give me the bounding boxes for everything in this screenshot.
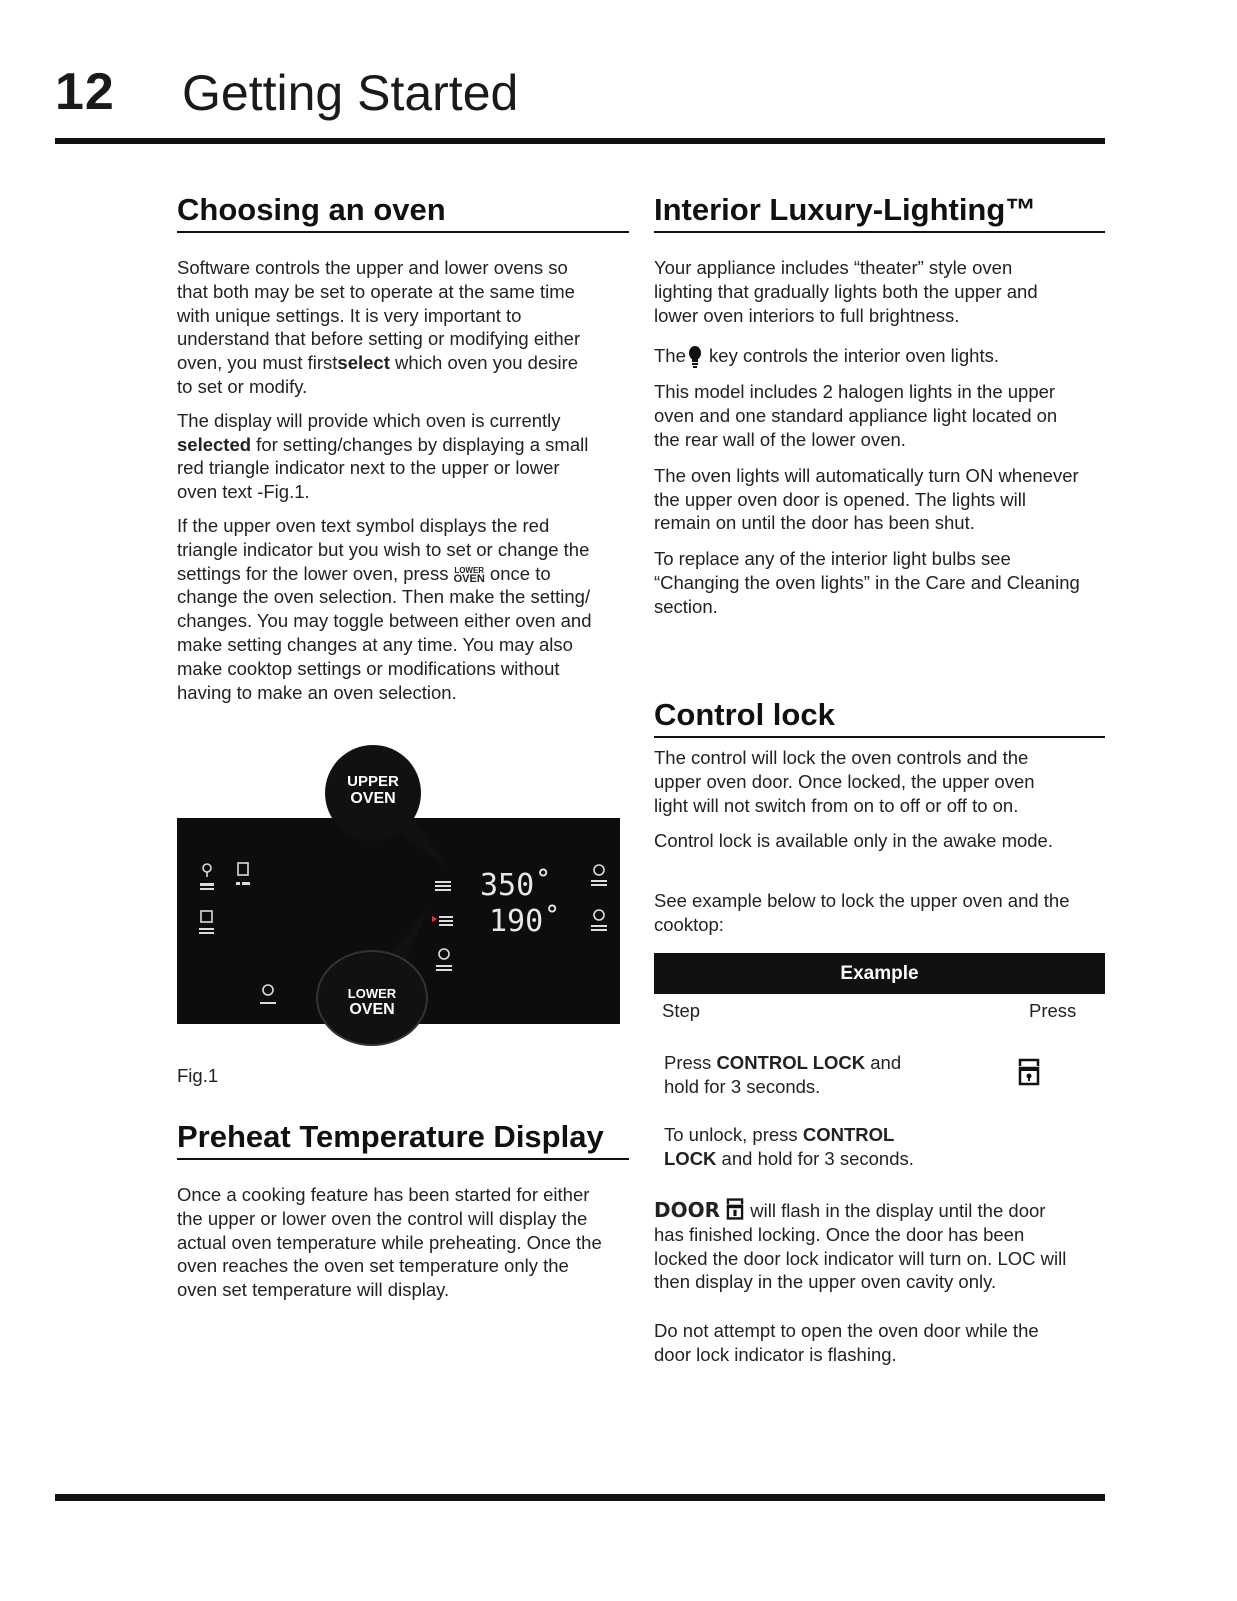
- line: oven reaches the oven set temperature only the: [177, 1255, 569, 1277]
- header-rule: [55, 138, 1105, 144]
- line: changes. You may toggle between either oven and: [177, 610, 592, 632]
- selected-emphasis: selected: [177, 433, 252, 455]
- line: oven, you must first: [177, 352, 338, 374]
- line: The control will lock the oven controls and the: [654, 747, 1029, 768]
- page-title: Getting Started: [182, 65, 519, 121]
- line: settings for the lower oven, press: [177, 562, 454, 584]
- preheat-section: [177, 1119, 629, 1160]
- control-lock-paragraph-4: [654, 1198, 1124, 1294]
- line: Your appliance includes “theater” style oven: [654, 257, 1013, 278]
- example-step-1: [664, 1051, 964, 1099]
- line: remain on until the door has been shut.: [654, 512, 975, 534]
- timer-icons: [587, 863, 617, 943]
- lighting-paragraph-1: [654, 256, 1124, 327]
- line: The oven lights will automatically turn ON whenever: [654, 464, 1079, 486]
- control-lock-paragraph-1: [654, 746, 1124, 817]
- control-lock-section: [654, 697, 1105, 738]
- control-lock-emphasis: CONTROL LOCK: [716, 1052, 866, 1073]
- line: to set or modify.: [177, 375, 308, 397]
- line: the upper oven door is opened. The lights will: [654, 488, 1026, 510]
- control-emphasis: CONTROL: [802, 1124, 895, 1145]
- lower-label-line1: LOWER: [347, 986, 397, 1001]
- light-bulb-icon: [688, 346, 702, 368]
- line: red triangle indicator next to the upper or lower: [177, 457, 560, 479]
- upper-oven-temperature: 350˚: [480, 868, 553, 903]
- lighting-body: [654, 256, 1124, 619]
- choosing-heading-rule: [177, 231, 629, 233]
- line: has finished locking. Once the door has been: [654, 1223, 1025, 1245]
- line: upper oven door. Once locked, the upper oven: [654, 770, 1035, 792]
- lighting-section: [654, 192, 1105, 233]
- line: triangle indicator but you wish to set or change the: [177, 538, 590, 560]
- line: the rear wall of the lower oven.: [654, 428, 906, 450]
- preheat-heading-rule: [177, 1158, 629, 1160]
- control-lock-heading-rule: [654, 736, 1105, 738]
- press-column-header: Press: [1029, 1000, 1077, 1021]
- line: that both may be set to operate at the same time: [177, 280, 575, 302]
- choosing-body: [177, 256, 637, 704]
- lock-emphasis: LOCK: [664, 1147, 717, 1169]
- lighting-paragraph-4: [654, 464, 1124, 535]
- line: make setting changes at any time. You may also: [177, 633, 573, 655]
- line: which oven you desire: [389, 352, 579, 374]
- control-lock-paragraph-5: [654, 1319, 1124, 1367]
- choosing-section: [177, 192, 629, 233]
- preheat-paragraph: [177, 1183, 647, 1302]
- door-lock-indicator-icon: [725, 1198, 745, 1220]
- line: The: [654, 345, 686, 367]
- lighting-paragraph-3: [654, 380, 1124, 451]
- footer-rule: [55, 1494, 1105, 1501]
- lower-label-line2: OVEN: [349, 1001, 395, 1018]
- lower-oven-temperature: 190˚: [489, 904, 562, 939]
- line: light will not switch from on to off or off to on.: [654, 794, 1019, 816]
- line: lighting that gradually lights both the upper and: [654, 280, 1038, 302]
- lighting-paragraph-5: [654, 547, 1124, 618]
- line: oven text -Fig.1.: [177, 481, 310, 503]
- line: If the upper oven text symbol displays the red: [177, 514, 550, 536]
- line: Do not attempt to open the oven door while the: [654, 1320, 1039, 1341]
- figure-caption: Fig.1: [177, 1065, 219, 1086]
- page-number: 12: [55, 63, 115, 121]
- line: cooktop:: [654, 913, 724, 935]
- line: To replace any of the interior light bulbs see: [654, 548, 1011, 570]
- control-lock-heading: Control lock: [654, 697, 835, 732]
- upper-oven-callout: [325, 745, 421, 841]
- line: change the oven selection. Then make the setting/: [177, 586, 591, 608]
- line: will flash in the display until the door: [745, 1200, 1046, 1221]
- line: once to: [484, 562, 551, 584]
- lighting-heading-rule: [654, 231, 1105, 233]
- door-indicator-word: DOOR: [654, 1198, 721, 1222]
- line: door lock indicator is flashing.: [654, 1343, 897, 1365]
- line: Once a cooking feature has been started for either: [177, 1184, 590, 1205]
- line: the upper or lower oven the control will display the: [177, 1207, 588, 1229]
- lighting-paragraph-2: [654, 344, 1124, 368]
- line: actual oven temperature while preheating. Once the: [177, 1231, 602, 1253]
- preheat-heading: Preheat Temperature Display: [177, 1119, 604, 1154]
- line: for setting/changes by displaying a small: [251, 433, 589, 455]
- line: with unique settings. It is very important to: [177, 304, 522, 326]
- select-emphasis: select: [337, 352, 390, 374]
- upper-label-line1: UPPER: [347, 773, 399, 790]
- line: See example below to lock the upper oven and the: [654, 890, 1070, 912]
- line: oven and one standard appliance light located on: [654, 405, 1058, 427]
- line: Press: [664, 1052, 717, 1073]
- line: key controls the interior oven lights.: [703, 345, 1000, 367]
- line: and: [865, 1052, 902, 1073]
- control-lock-key-icon: [1018, 1058, 1040, 1086]
- control-lock-paragraph-2: Control lock is available only in the awake mode.: [654, 830, 1053, 852]
- line: section.: [654, 595, 718, 617]
- upper-label-line2: OVEN: [350, 790, 396, 807]
- line: locked the door lock indicator will turn on. LOC will: [654, 1247, 1067, 1269]
- line: and hold for 3 seconds.: [716, 1147, 914, 1169]
- line: understand that before setting or modifying either: [177, 328, 581, 350]
- line: oven set temperature will display.: [177, 1279, 450, 1301]
- lower-oven-callout: [316, 950, 428, 1046]
- control-lock-body: [654, 746, 1124, 937]
- example-header-bar: Example: [654, 953, 1105, 994]
- line: “Changing the oven lights” in the Care and Cleaning: [654, 571, 1080, 593]
- line: make cooktop settings or modifications without: [177, 657, 560, 679]
- step-column-header: Step: [662, 1000, 701, 1021]
- line: Software controls the upper and lower ovens so: [177, 257, 568, 278]
- choosing-paragraph-2: [177, 409, 637, 504]
- choosing-paragraph-3: [177, 514, 637, 704]
- line: having to make an oven selection.: [177, 681, 457, 703]
- choosing-paragraph-1: [177, 256, 637, 399]
- panel-left-icons: [195, 858, 295, 1008]
- example-step-2: [664, 1123, 964, 1171]
- line: To unlock, press: [664, 1124, 803, 1145]
- control-lock-paragraph-3: [654, 889, 1124, 937]
- choosing-heading: Choosing an oven: [177, 192, 446, 227]
- line: then display in the upper oven cavity only.: [654, 1271, 997, 1293]
- line: The display will provide which oven is currently: [177, 409, 561, 431]
- lower-oven-key-icon: LOWER OVEN: [453, 565, 485, 585]
- line: hold for 3 seconds.: [664, 1075, 821, 1097]
- lighting-heading: Interior Luxury-Lighting™: [654, 192, 1037, 227]
- line: lower oven interiors to full brightness.: [654, 304, 960, 326]
- line: This model includes 2 halogen lights in the upper: [654, 381, 1056, 403]
